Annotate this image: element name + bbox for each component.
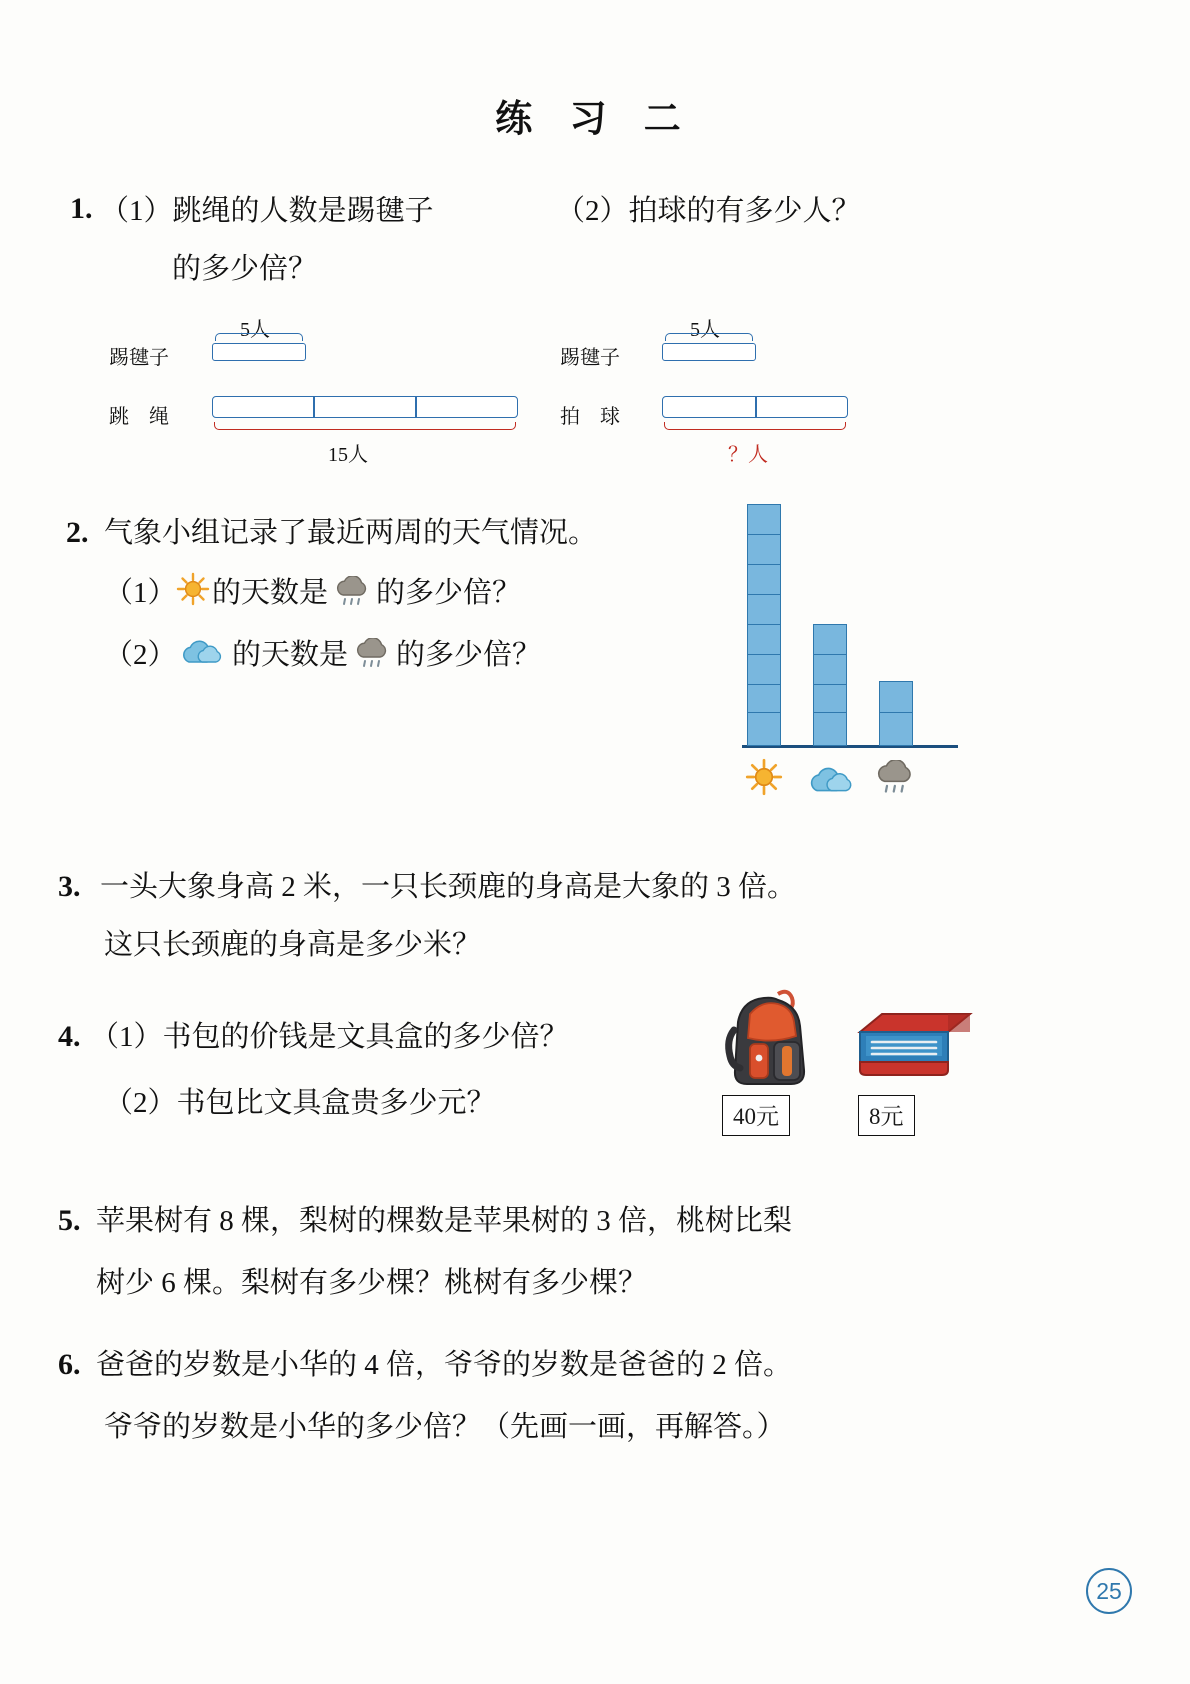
right-diagram-row2-value: ？人 [728, 444, 768, 466]
left-diagram-brace [215, 333, 303, 341]
problem-2-line-2a: （1） [104, 577, 177, 609]
right-diagram-row1-label: 踢毽子 [560, 347, 620, 369]
right-diagram-row2-label: 拍 球 [560, 406, 620, 428]
chart-cell [879, 712, 913, 746]
cloud-icon-axis [805, 765, 855, 802]
rain-cloud-icon-axis [872, 760, 920, 801]
rain-cloud-icon [332, 576, 374, 613]
chart-cell [747, 624, 781, 658]
problem-2-line-1: 气象小组记录了最近两周的天气情况。 [104, 517, 598, 549]
chart-cell [747, 534, 781, 568]
backpack-icon [716, 984, 836, 1099]
problem-5-line-1: 苹果树有 8 棵，梨树的棵数是苹果树的 3 倍，桃树比梨 [96, 1205, 793, 1237]
problem-1-line-2: 的多少倍？ [172, 253, 318, 285]
left-diagram-bar-tiaosheng [212, 396, 518, 418]
chart-cell [813, 654, 847, 688]
problem-4-line-1: （1）书包的价钱是文具盒的多少倍？ [90, 1021, 569, 1053]
problem-3-line-2: 这只长颈鹿的身高是多少米？ [104, 929, 482, 961]
left-diagram-row2-label: 跳 绳 [109, 406, 169, 428]
left-diagram-row2-value: 15人 [328, 444, 368, 466]
chart-cell [879, 681, 913, 715]
problem-2-line-3c: 的多少倍？ [396, 639, 542, 671]
left-diagram-tick-2 [415, 396, 417, 418]
problem-3-line-1: 一头大象身高 2 米，一只长颈鹿的身高是大象的 3 倍。 [100, 871, 797, 903]
problem-1-line-3: （2）拍球的有多少人？ [556, 195, 861, 227]
problem-2-number: 2. [66, 516, 89, 549]
chart-cell [747, 594, 781, 628]
right-diagram-brace [665, 333, 753, 341]
right-diagram-row1-value: 5人 [690, 319, 720, 341]
sun-icon-axis [745, 758, 783, 801]
right-diagram-brace-bottom [664, 422, 846, 430]
chart-cell [747, 654, 781, 688]
left-diagram-row1-value: 5人 [240, 319, 270, 341]
problem-3-number: 3. [58, 870, 81, 903]
chart-cell [747, 712, 781, 746]
problem-6-number: 6. [58, 1348, 81, 1381]
cloud-icon [178, 638, 224, 673]
page-title: 练 习 二 [495, 99, 695, 140]
pencil-case-icon [852, 1006, 978, 1095]
chart-cell [747, 504, 781, 538]
rain-cloud-icon-2 [352, 638, 394, 675]
left-diagram-bar-jianzi [212, 343, 306, 361]
problem-2-line-3a: （2） [104, 639, 177, 671]
chart-cell [747, 564, 781, 598]
problem-5-line-2: 树少 6 棵。梨树有多少棵？桃树有多少棵？ [96, 1267, 648, 1299]
left-diagram-row1-label: 踢毽子 [109, 347, 169, 369]
problem-5-number: 5. [58, 1204, 81, 1237]
chart-cell [813, 624, 847, 658]
right-diagram-bar-jianzi [662, 343, 756, 361]
sun-icon [176, 572, 210, 611]
left-diagram-brace-bottom [214, 422, 516, 430]
left-diagram-tick-1 [313, 396, 315, 418]
problem-2-line-2b: 的天数是 [212, 577, 329, 609]
price-tag-backpack: 40元 [722, 1095, 790, 1136]
problem-2-line-3b: 的天数是 [232, 639, 349, 671]
problem-2-line-2c: 的多少倍？ [376, 577, 522, 609]
problem-6-line-2: 爷爷的岁数是小华的多少倍？（先画一画，再解答。） [104, 1411, 786, 1443]
right-diagram-tick-1 [755, 396, 757, 418]
problem-1-line-1: （1）跳绳的人数是踢毽子 [100, 195, 434, 227]
problem-1-number: 1. [70, 192, 93, 225]
problem-6-line-1: 爸爸的岁数是小华的 4 倍，爷爷的岁数是爸爸的 2 倍。 [96, 1349, 793, 1381]
problem-4-line-2: （2）书包比文具盒贵多少元？ [104, 1087, 496, 1119]
page-number: 25 [1086, 1568, 1132, 1614]
problem-4-number: 4. [58, 1020, 81, 1053]
price-tag-pencil-case: 8元 [858, 1095, 915, 1136]
chart-cell [813, 712, 847, 746]
